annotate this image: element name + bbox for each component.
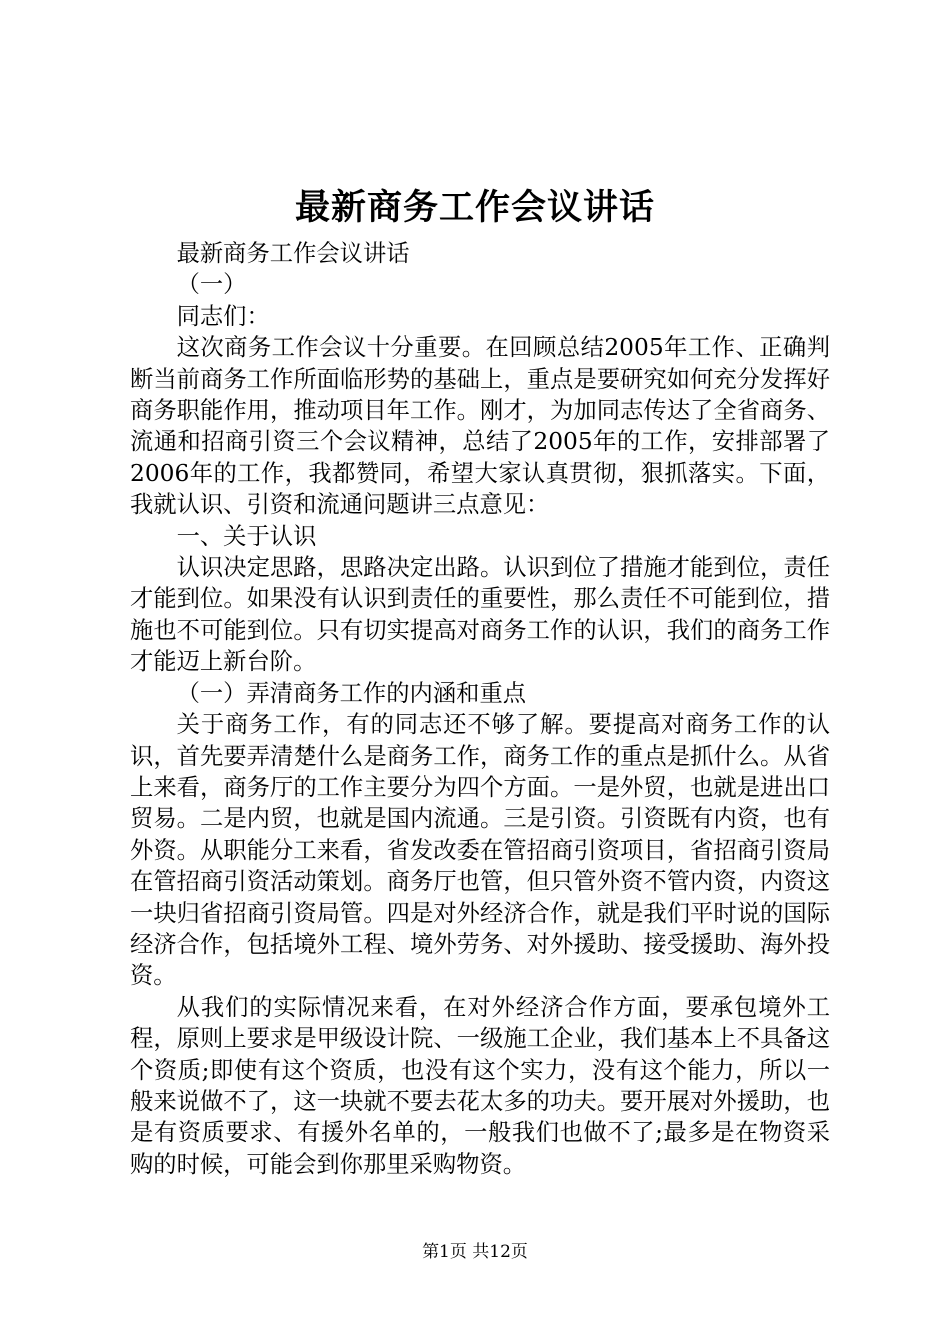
paragraph-subtitle: 最新商务工作会议讲话: [176, 240, 410, 267]
paragraph-actual-situation: 从我们的实际情况来看，在对外经济合作方面，要承包境外工程，原则上要求是甲级设计院、一级施工企业，我们基本上不具备这个资质;即使有这个资质，也没有这个实力，没有这个能力，所以一般来说做不了，这一块就不要去花太多的功夫。要开展对外援助，也是有资质要求、有援外名单的，一般我们也做不了;最多是在物资采购的时候，可能会到你那里采购物资。: [130, 993, 830, 1178]
paragraph-intro: 这次商务工作会议十分重要。在回顾总结2005年工作、正确判断当前商务工作所面临形势的基础上，重点是要研究如何充分发挥好商务职能作用，推动项目年工作。刚才，为加同志传达了全省商务、流通和招商引资三个会议精神，总结了2005年的工作，安排部署了2006年的工作，我都赞同，希望大家认真贯彻，狠抓落实。下面，我就认识、引资和流通问题讲三点意见：: [130, 334, 830, 519]
section-heading-1: 一、关于认识: [176, 522, 317, 550]
paragraph-salutation: 同志们：: [176, 302, 270, 330]
paragraph-commerce-scope: 关于商务工作，有的同志还不够了解。要提高对商务工作的认识，首先要弄清楚什么是商务工作，商务工作的重点是抓什么。从省上来看，商务厅的工作主要分为四个方面。一是外贸，也就是进出口贸易。二是内贸，也就是国内流通。三是引资。引资既有内资，也有外资。从职能分工来看，省发改委在管招商引资项目，省招商引资局在管招商引资活动策划。商务厅也管，但只管外资不管内资，内资这一块归省招商引资局管。四是对外经济合作，就是我们平时说的国际经济合作，包括境外工程、境外劳务、对外援助、接受援助、海外投资。: [130, 711, 830, 990]
paragraph-awareness: 认识决定思路，思路决定出路。认识到位了措施才能到位，责任才能到位。如果没有认识到责任的重要性，那么责任不可能到位，措施也不可能到位。只有切实提高对商务工作的认识，我们的商务工作才能迈上新台阶。: [130, 554, 830, 676]
document-body: [130, 238, 830, 1180]
document-title: 最新商务工作会议讲话: [294, 188, 655, 228]
page-footer: 第1页 共12页: [422, 1242, 528, 1262]
paragraph-part-number: （一）: [176, 271, 247, 299]
subsection-heading-1: （一）弄清商务工作的内涵和重点: [176, 679, 527, 707]
